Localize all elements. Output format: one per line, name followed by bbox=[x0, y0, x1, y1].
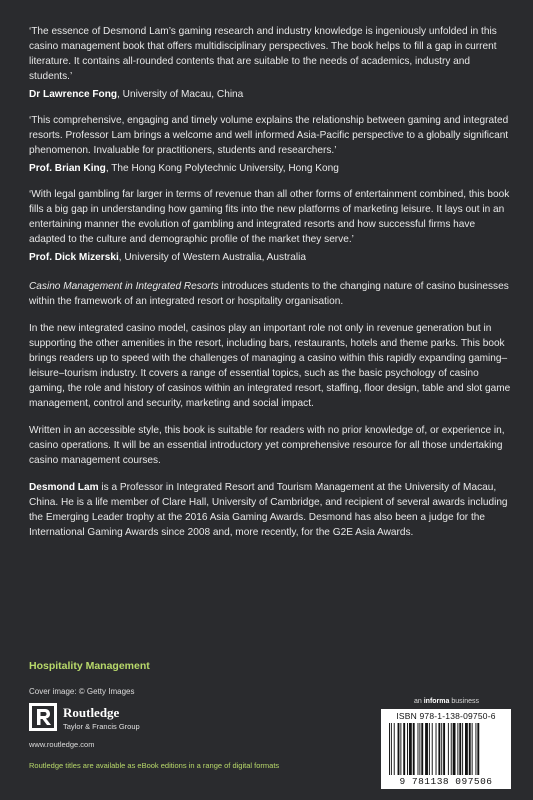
audience-paragraph: Written in an accessible style, this book is suitable for readers with no prior knowledge of, or experience in, casino operations. It will be an essential introductory yet comprehensive resource for all those undertaking casino management courses. bbox=[29, 425, 505, 466]
barcode-bar bbox=[443, 723, 445, 775]
isbn: ISBN 978-1-138-09750-6 bbox=[396, 711, 496, 721]
barcode-bar bbox=[394, 723, 395, 775]
barcode-bar bbox=[419, 723, 420, 775]
author-bio-text: is a Professor in Integrated Resort and Tourism Management at the University of Macau, China. He is a life member of Clare Hall, University of Cambridge, and recipient of several awards including the Emerging Leader trophy at the 2016 Asia Gaming Awards. Desmond has also been a judge for the International Gaming Awards since 2008 and, more recently, for the G2E Asia Awards. bbox=[29, 482, 508, 538]
endorsement-quote: ‘With legal gambling far larger in terms of revenue than all other forms of entertainment combined, this book fills a big gap in understanding how gaming fits into the new platforms of marketing leisure. It lays out in an entertaining manner the evolution of gambling and integrated resorts and how successful firms have adapted to the culture and demographic profile of the market they serve.’ bbox=[29, 189, 510, 245]
endorser-name: Prof. Dick Mizerski bbox=[29, 252, 119, 263]
barcode-bar bbox=[407, 723, 408, 775]
barcode-bar bbox=[436, 723, 437, 775]
endorsement-quote: ‘This comprehensive, engaging and timely volume explains the relationship between gaming and integrated resorts. Professor Lam brings a welcome and well informed Asia-Pacific perspective to a globally significant phenomenon. Invaluable for practitioners, students and researchers.’ bbox=[29, 115, 509, 156]
endorsement-1 bbox=[29, 24, 511, 102]
barcode-bar bbox=[469, 723, 471, 775]
author-bio bbox=[29, 480, 511, 540]
cover-image-credit: Cover image: © Getty Images bbox=[29, 687, 135, 696]
routledge-logo-icon bbox=[29, 703, 57, 731]
barcode-bar bbox=[475, 723, 476, 775]
barcode-bar bbox=[429, 723, 430, 775]
barcode-bar bbox=[418, 723, 419, 775]
barcode-bar bbox=[459, 723, 461, 775]
endorser-name: Prof. Brian King bbox=[29, 163, 106, 174]
publisher-group: Taylor & Francis Group bbox=[63, 722, 140, 731]
description-paragraph: In the new integrated casino model, casinos play an important role not only in revenue generation but in supporting the other amenities in the resort, including bars, restaurants, hotels and theme parks. This book brings readers up to speed with the challenges of managing a casino within this rapidly expanding gaming–leisure–tourism industry. It covers a range of essential topics, such as the basic psychology of casino gaming, the role and history of casinos within an integrated resort, staffing, floor design, table and slot game management, control and security, marketing and social impact. bbox=[29, 323, 511, 409]
intro-text: introduces students to the changing nature of casino businesses within the framework of an integrated resort or hospitality organisation. bbox=[29, 281, 509, 307]
subject-category: Hospitality Management bbox=[29, 660, 150, 672]
barcode bbox=[381, 709, 511, 789]
endorser-affiliation: , The Hong Kong Polytechnic University, Hong Kong bbox=[105, 163, 339, 174]
barcode-bar bbox=[462, 723, 463, 775]
barcode-bar bbox=[389, 723, 390, 775]
barcode-bar bbox=[453, 723, 456, 775]
barcode-bar bbox=[398, 723, 400, 775]
barcode-bar bbox=[441, 723, 442, 775]
endorser-affiliation: , University of Macau, China bbox=[117, 89, 244, 100]
barcode-bar bbox=[457, 723, 458, 775]
barcode-bar bbox=[421, 723, 423, 775]
endorsement-attribution bbox=[29, 161, 511, 176]
book-title: Casino Management in Integrated Resorts bbox=[29, 281, 219, 292]
endorsement-quote: ‘The essence of Desmond Lam’s gaming research and industry knowledge is ingeniously unfolded in this casino management book that offers multidisciplinary perspectives. The book helps to fill a gap in current literature. It contains all-rounded contents that are suitable to the needs of academics, industry and students.’ bbox=[29, 26, 497, 82]
ebook-note: Routledge titles are available as eBook editions in a range of digital formats bbox=[29, 761, 280, 770]
barcode-bar bbox=[465, 723, 468, 775]
barcode-bar bbox=[400, 723, 401, 775]
barcode-bar bbox=[472, 723, 473, 775]
informa-business: an informa business bbox=[414, 698, 479, 705]
publisher-name: Routledge bbox=[63, 705, 120, 720]
endorser-affiliation: , University of Western Australia, Australia bbox=[118, 252, 306, 263]
informa-brand: informa bbox=[423, 698, 450, 705]
barcode-bar bbox=[403, 723, 405, 775]
endorser-name: Dr Lawrence Fong bbox=[29, 89, 118, 100]
barcode-bar bbox=[425, 723, 428, 775]
barcode-bar bbox=[448, 723, 449, 775]
endorsement-2 bbox=[29, 113, 511, 176]
barcode-bar bbox=[413, 723, 415, 775]
barcode-bar bbox=[451, 723, 452, 775]
endorsement-attribution bbox=[29, 87, 511, 102]
endorsement-attribution bbox=[29, 250, 511, 265]
barcode-bar bbox=[409, 723, 412, 775]
barcode-bar bbox=[432, 723, 433, 775]
endorsement-3 bbox=[29, 187, 511, 265]
barcode-bar bbox=[391, 723, 392, 775]
back-cover-text bbox=[29, 24, 511, 552]
author-name: Desmond Lam bbox=[29, 482, 99, 493]
barcode-digits: 9 781138 097506 bbox=[399, 776, 493, 787]
barcode-bar bbox=[438, 723, 440, 775]
publisher-logo bbox=[29, 703, 179, 737]
barcode-bars bbox=[387, 723, 505, 775]
publisher-website: www.routledge.com bbox=[29, 740, 95, 749]
barcode-bar bbox=[477, 723, 479, 775]
intro-paragraph bbox=[29, 279, 511, 309]
